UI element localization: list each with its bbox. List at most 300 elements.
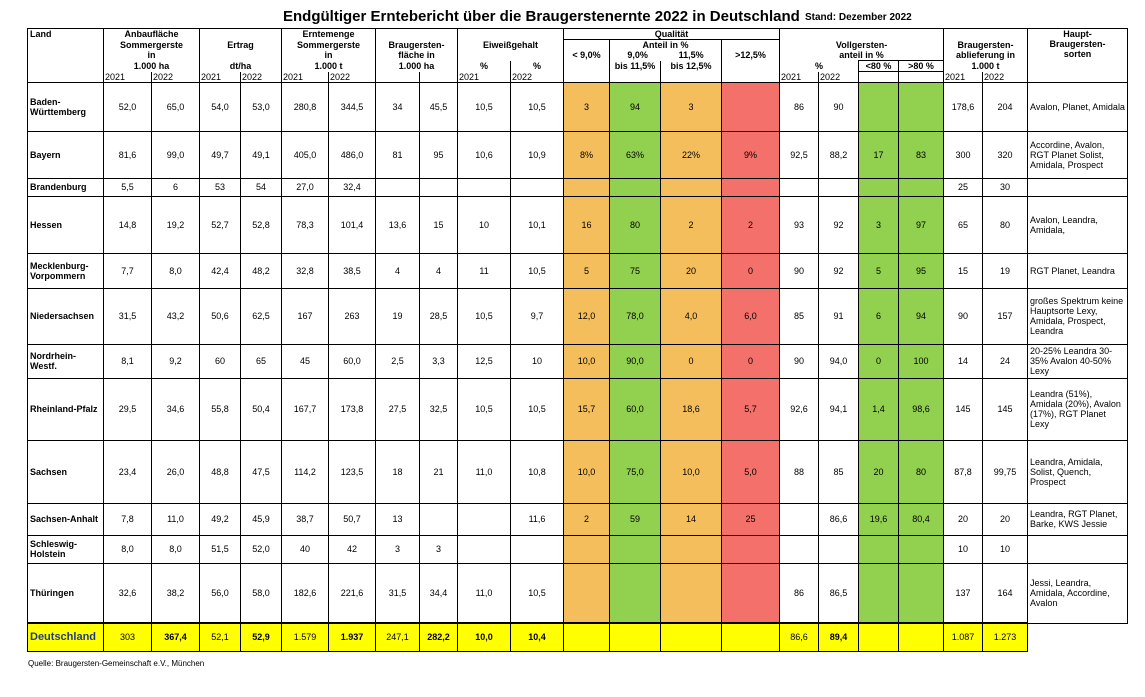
eiweiss-2022-cell: 10,1 — [511, 196, 564, 253]
header-anbau-unit: 1.000 ha — [104, 61, 200, 72]
eiweiss-2021-cell: 11,0 — [458, 440, 511, 503]
header-abl-line2: ablieferung in — [956, 49, 1016, 60]
anbau-2022-cell: 19,2 — [152, 196, 200, 253]
abl-2021-cell: 90 — [944, 288, 983, 344]
voll-lt80-cell — [859, 178, 899, 196]
anbau-2021-cell: 29,5 — [104, 378, 152, 440]
eiweiss-2021-cell — [458, 178, 511, 196]
anteil-115-125-cell — [661, 535, 722, 563]
eiweiss-2022-cell: 10 — [511, 344, 564, 378]
table-row — [28, 344, 1128, 378]
anteil-gt125-cell — [722, 623, 780, 651]
ernte-2021-cell: 78,3 — [282, 196, 329, 253]
ernte-2021-cell: 27,0 — [282, 178, 329, 196]
abl-2022-cell: 20 — [983, 503, 1028, 535]
header-sorten — [1028, 29, 1128, 83]
eiweiss-2022-cell: 10,5 — [511, 378, 564, 440]
header-ertrag-unit: dt/ha — [200, 61, 282, 72]
ertrag-2022-cell: 45,9 — [241, 503, 282, 535]
header-year-2022: 2022 — [819, 72, 859, 83]
bgf-2022-cell: 21 — [420, 440, 458, 503]
header-year-blank — [661, 72, 722, 83]
eiweiss-2021-cell: 10,5 — [458, 82, 511, 131]
eiweiss-2022-cell: 11,6 — [511, 503, 564, 535]
bgf-2021-cell: 13 — [376, 503, 420, 535]
sorten-cell: Leandra (51%), Amidala (20%), Avalon (17%), RGT Planet Lexy — [1028, 378, 1128, 440]
eiweiss-2022-cell — [511, 535, 564, 563]
anteil-lt9-cell — [564, 623, 610, 651]
sorten-cell: Accordine, Avalon, RGT Planet Solist, Amidala, Prospect — [1028, 131, 1128, 178]
anteil-9-115-cell: 75,0 — [610, 440, 661, 503]
ernte-2021-cell: 40 — [282, 535, 329, 563]
anteil-lt9-cell: 10,0 — [564, 344, 610, 378]
table-row — [28, 82, 1128, 131]
ernte-2022-cell: 1.937 — [329, 623, 376, 651]
header-voll-line2: anteil in % — [839, 49, 884, 60]
voll-lt80-cell: 5 — [859, 253, 899, 288]
header-year-2022: 2022 — [329, 72, 376, 83]
bgf-2022-cell — [420, 503, 458, 535]
total-row — [28, 623, 1128, 651]
anteil-lt9-cell: 15,7 — [564, 378, 610, 440]
header-ertrag-label: Ertrag — [200, 40, 282, 61]
header-land-spacer — [28, 40, 104, 61]
anteil-115-125-cell: 0 — [661, 344, 722, 378]
voll-2022-cell: 94,0 — [819, 344, 859, 378]
voll-lt80-cell — [859, 623, 899, 651]
bgf-2021-cell: 2,5 — [376, 344, 420, 378]
header-a4-spacer — [722, 61, 780, 72]
land-cell: Schleswig-Holstein — [28, 535, 104, 563]
voll-gt80-cell — [899, 178, 944, 196]
ertrag-2022-cell: 52,8 — [241, 196, 282, 253]
anbau-2022-cell: 99,0 — [152, 131, 200, 178]
anteil-gt125-cell — [722, 535, 780, 563]
bgf-2022-cell: 28,5 — [420, 288, 458, 344]
header-year-blank — [376, 72, 420, 83]
table-row — [28, 440, 1128, 503]
sorten-cell: RGT Planet, Leandra — [1028, 253, 1128, 288]
header-a2-2: bis 11,5% — [610, 61, 661, 72]
land-cell: Baden-Württemberg — [28, 82, 104, 131]
abl-2021-cell: 145 — [944, 378, 983, 440]
anbau-2021-cell: 52,0 — [104, 82, 152, 131]
header-year-blank — [610, 72, 661, 83]
header-anbau-sub2: in — [147, 49, 156, 60]
voll-gt80-cell: 83 — [899, 131, 944, 178]
voll-2022-cell: 86,5 — [819, 563, 859, 623]
voll-lt80-cell — [859, 563, 899, 623]
voll-2021-cell: 90 — [780, 253, 819, 288]
abl-2022-cell: 157 — [983, 288, 1028, 344]
anbau-2022-cell: 8,0 — [152, 253, 200, 288]
table-row — [28, 535, 1128, 563]
voll-gt80-cell — [899, 563, 944, 623]
voll-2022-cell: 90 — [819, 82, 859, 131]
anteil-lt9-cell: 8% — [564, 131, 610, 178]
sorten-cell: großes Spektrum keine Hauptsorte Lexy, Amidala, Prospect, Leandra — [1028, 288, 1128, 344]
eiweiss-2021-cell: 11 — [458, 253, 511, 288]
eiweiss-2022-cell: 10,5 — [511, 563, 564, 623]
ernte-2022-cell: 486,0 — [329, 131, 376, 178]
land-cell: Rheinland-Pfalz — [28, 378, 104, 440]
abl-2022-cell: 10 — [983, 535, 1028, 563]
header-eiweiss: Eiweißgehalt — [458, 40, 564, 61]
anteil-115-125-cell: 2 — [661, 196, 722, 253]
anbau-2021-cell: 32,6 — [104, 563, 152, 623]
eiweiss-2022-cell: 10,9 — [511, 131, 564, 178]
land-cell: Bayern — [28, 131, 104, 178]
land-cell: Niedersachsen — [28, 288, 104, 344]
abl-2021-cell: 1.087 — [944, 623, 983, 651]
header-anbau-sub1: Sommergerste — [119, 39, 184, 50]
ertrag-2022-cell: 65 — [241, 344, 282, 378]
eiweiss-2022-cell — [511, 178, 564, 196]
eiweiss-2021-cell — [458, 503, 511, 535]
abl-2022-cell: 320 — [983, 131, 1028, 178]
voll-gt80-cell: 80 — [899, 440, 944, 503]
abl-2021-cell: 25 — [944, 178, 983, 196]
voll-2021-cell: 88 — [780, 440, 819, 503]
eiweiss-2021-cell: 10 — [458, 196, 511, 253]
abl-2021-cell: 10 — [944, 535, 983, 563]
anteil-9-115-cell — [610, 178, 661, 196]
anteil-lt9-cell — [564, 178, 610, 196]
bgf-2021-cell — [376, 178, 420, 196]
voll-2021-cell: 85 — [780, 288, 819, 344]
anteil-gt125-cell: 0 — [722, 344, 780, 378]
anteil-115-125-cell: 22% — [661, 131, 722, 178]
anteil-115-125-cell — [661, 178, 722, 196]
header-ertrag — [200, 29, 282, 40]
abl-2021-cell: 20 — [944, 503, 983, 535]
anteil-lt9-cell: 10,0 — [564, 440, 610, 503]
abl-2022-cell: 1.273 — [983, 623, 1028, 651]
anteil-gt125-cell: 5,0 — [722, 440, 780, 503]
header-qualitaet: Qualität — [564, 29, 780, 40]
voll-lt80-cell: 6 — [859, 288, 899, 344]
sorten-cell: Leandra, RGT Planet, Barke, KWS Jessie — [1028, 503, 1128, 535]
voll-2022-cell: 85 — [819, 440, 859, 503]
voll-lt80-cell: 1,4 — [859, 378, 899, 440]
anbau-2022-cell: 8,0 — [152, 535, 200, 563]
ertrag-2022-cell: 53,0 — [241, 82, 282, 131]
bgf-2021-cell: 19 — [376, 288, 420, 344]
anbau-2021-cell: 14,8 — [104, 196, 152, 253]
anteil-9-115-cell: 75 — [610, 253, 661, 288]
header-anteil-ranges — [612, 50, 719, 60]
abl-2022-cell: 24 — [983, 344, 1028, 378]
header-braugerstenflaeche — [376, 40, 458, 61]
bgf-2021-cell: 34 — [376, 82, 420, 131]
anteil-9-115-cell: 80 — [610, 196, 661, 253]
header-sorten-line1: Haupt- — [1063, 29, 1092, 39]
anteil-lt9-cell: 3 — [564, 82, 610, 131]
anbau-2021-cell: 81,6 — [104, 131, 152, 178]
anteil-9-115-cell: 63% — [610, 131, 661, 178]
header-erntemenge: Erntemenge — [282, 29, 376, 40]
sorten-cell: Jessi, Leandra, Amidala, Accordine, Avalon — [1028, 563, 1128, 623]
ernte-2022-cell: 173,8 — [329, 378, 376, 440]
anteil-gt125-cell: 6,0 — [722, 288, 780, 344]
abl-2021-cell: 87,8 — [944, 440, 983, 503]
header-eiweiss-pct-2022: % — [511, 61, 564, 72]
voll-gt80-cell: 80,4 — [899, 503, 944, 535]
anbau-2021-cell: 8,0 — [104, 535, 152, 563]
eiweiss-2021-cell: 10,5 — [458, 288, 511, 344]
ertrag-2022-cell: 50,4 — [241, 378, 282, 440]
header-year-2021: 2021 — [104, 72, 152, 83]
voll-lt80-cell — [859, 535, 899, 563]
report-title: Endgültiger Erntebericht über die Braugerstenernte 2022 in Deutschland — [283, 8, 800, 25]
table-header — [28, 29, 1128, 83]
anteil-lt9-cell: 5 — [564, 253, 610, 288]
ernte-2022-cell: 32,4 — [329, 178, 376, 196]
anbau-2022-cell: 11,0 — [152, 503, 200, 535]
header-ernte-unit: 1.000 t — [282, 61, 376, 72]
header-sorten-line3: sorten — [1063, 49, 1092, 59]
anteil-115-125-cell: 10,0 — [661, 440, 722, 503]
ertrag-2022-cell: 54 — [241, 178, 282, 196]
header-a2-1: 9,0% — [627, 50, 648, 60]
land-cell: Sachsen — [28, 440, 104, 503]
ertrag-2021-cell: 54,0 — [200, 82, 241, 131]
table-row — [28, 563, 1128, 623]
ertrag-2021-cell: 52,1 — [200, 623, 241, 651]
voll-2021-cell: 86,6 — [780, 623, 819, 651]
land-cell: Deutschland — [28, 623, 104, 651]
header-ablieferung — [944, 40, 1028, 61]
land-cell: Brandenburg — [28, 178, 104, 196]
sorten-cell — [1028, 623, 1128, 651]
eiweiss-2021-cell: 10,6 — [458, 131, 511, 178]
voll-gt80-cell: 100 — [899, 344, 944, 378]
header-year-2021: 2021 — [944, 72, 983, 83]
header-a1-spacer — [564, 61, 610, 72]
ertrag-2021-cell: 48,8 — [200, 440, 241, 503]
eiweiss-2021-cell: 12,5 — [458, 344, 511, 378]
header-braugerstenflaeche-top — [376, 29, 458, 40]
bgf-2021-cell: 27,5 — [376, 378, 420, 440]
bgf-2022-cell: 45,5 — [420, 82, 458, 131]
ertrag-2021-cell: 51,5 — [200, 535, 241, 563]
header-a3-1: 11,5% — [678, 50, 704, 60]
anteil-gt125-cell: 2 — [722, 196, 780, 253]
bgf-2022-cell: 282,2 — [420, 623, 458, 651]
ernte-2021-cell: 45 — [282, 344, 329, 378]
abl-2022-cell: 164 — [983, 563, 1028, 623]
voll-2021-cell: 86 — [780, 82, 819, 131]
anbau-2022-cell: 34,6 — [152, 378, 200, 440]
ertrag-2022-cell: 48,2 — [241, 253, 282, 288]
header-eiweiss-top — [458, 29, 564, 40]
bgf-2022-cell — [420, 178, 458, 196]
anteil-9-115-cell: 59 — [610, 503, 661, 535]
anbau-2022-cell: 65,0 — [152, 82, 200, 131]
bgf-2022-cell: 3,3 — [420, 344, 458, 378]
eiweiss-2022-cell: 10,5 — [511, 253, 564, 288]
header-year-blank — [859, 72, 899, 83]
bgf-2021-cell: 18 — [376, 440, 420, 503]
report-date: Stand: Dezember 2022 — [805, 12, 912, 23]
voll-lt80-cell: 20 — [859, 440, 899, 503]
ertrag-2022-cell: 52,9 — [241, 623, 282, 651]
bgf-2022-cell: 3 — [420, 535, 458, 563]
header-voll-line1: Vollgersten- — [835, 39, 888, 50]
ernte-2022-cell: 60,0 — [329, 344, 376, 378]
harvest-report-table — [27, 28, 1128, 652]
bgf-2022-cell: 15 — [420, 196, 458, 253]
land-cell: Nordrhein-Westf. — [28, 344, 104, 378]
header-ernte-sub2: in — [324, 49, 333, 60]
header-year-2021: 2021 — [200, 72, 241, 83]
anteil-gt125-cell — [722, 178, 780, 196]
anbau-2022-cell: 9,2 — [152, 344, 200, 378]
table-row — [28, 288, 1128, 344]
header-year-2022: 2022 — [241, 72, 282, 83]
header-bgf-line2: fläche in — [398, 49, 435, 60]
ertrag-2021-cell: 55,8 — [200, 378, 241, 440]
header-sorten-line2: Braugersten- — [1049, 39, 1106, 49]
header-anteil — [610, 40, 722, 61]
header-eiweiss-pct-2021: % — [458, 61, 511, 72]
land-cell: Mecklenburg-Vorpommern — [28, 253, 104, 288]
voll-lt80-cell: 3 — [859, 196, 899, 253]
header-year-2022: 2022 — [511, 72, 564, 83]
bgf-2021-cell: 13,6 — [376, 196, 420, 253]
header-abl-unit: 1.000 t — [944, 61, 1028, 72]
ertrag-2022-cell: 47,5 — [241, 440, 282, 503]
voll-lt80-cell: 0 — [859, 344, 899, 378]
anbau-2021-cell: 303 — [104, 623, 152, 651]
anteil-115-125-cell — [661, 563, 722, 623]
voll-lt80-cell: 17 — [859, 131, 899, 178]
bgf-2021-cell: 247,1 — [376, 623, 420, 651]
anteil-9-115-cell — [610, 535, 661, 563]
anteil-9-115-cell — [610, 563, 661, 623]
anbau-2021-cell: 31,5 — [104, 288, 152, 344]
ertrag-2022-cell: 49,1 — [241, 131, 282, 178]
sorten-cell — [1028, 535, 1128, 563]
voll-2022-cell: 94,1 — [819, 378, 859, 440]
anteil-115-125-cell: 18,6 — [661, 378, 722, 440]
ernte-2022-cell: 50,7 — [329, 503, 376, 535]
anteil-115-125-cell: 4,0 — [661, 288, 722, 344]
land-cell: Hessen — [28, 196, 104, 253]
voll-2022-cell: 92 — [819, 196, 859, 253]
voll-2021-cell — [780, 535, 819, 563]
ertrag-2021-cell: 52,7 — [200, 196, 241, 253]
bgf-2021-cell: 4 — [376, 253, 420, 288]
header-gt80: >80 % — [899, 61, 944, 72]
abl-2021-cell: 14 — [944, 344, 983, 378]
header-year-blank — [899, 72, 944, 83]
ernte-2021-cell: 405,0 — [282, 131, 329, 178]
abl-2021-cell: 15 — [944, 253, 983, 288]
eiweiss-2022-cell: 10,5 — [511, 82, 564, 131]
header-bgf-unit: 1.000 ha — [376, 61, 458, 72]
anteil-lt9-cell: 12,0 — [564, 288, 610, 344]
ertrag-2021-cell: 56,0 — [200, 563, 241, 623]
header-voll-pct: % — [780, 61, 859, 72]
sorten-cell: Avalon, Planet, Amidala — [1028, 82, 1128, 131]
bgf-2021-cell: 31,5 — [376, 563, 420, 623]
sorten-cell: Avalon, Leandra, Amidala, — [1028, 196, 1128, 253]
bgf-2022-cell: 34,4 — [420, 563, 458, 623]
sorten-cell — [1028, 178, 1128, 196]
header-abl-line1: Braugersten- — [957, 39, 1014, 50]
voll-2022-cell — [819, 535, 859, 563]
header-a3-2: bis 12,5% — [661, 61, 722, 72]
bgf-2021-cell: 3 — [376, 535, 420, 563]
table-row — [28, 253, 1128, 288]
ertrag-2021-cell: 50,6 — [200, 288, 241, 344]
ernte-2021-cell: 32,8 — [282, 253, 329, 288]
header-year-blank — [420, 72, 458, 83]
header-lt80: <80 % — [859, 61, 899, 72]
header-year-blank — [722, 72, 780, 83]
anteil-lt9-cell — [564, 535, 610, 563]
anbau-2022-cell: 38,2 — [152, 563, 200, 623]
ertrag-2021-cell: 60 — [200, 344, 241, 378]
eiweiss-2021-cell: 10,5 — [458, 378, 511, 440]
abl-2021-cell: 137 — [944, 563, 983, 623]
land-cell: Sachsen-Anhalt — [28, 503, 104, 535]
anteil-gt125-cell — [722, 82, 780, 131]
table-row — [28, 378, 1128, 440]
header-anteil-gt125 — [722, 40, 780, 61]
header-a4: >12,5% — [735, 50, 766, 60]
anteil-gt125-cell — [722, 563, 780, 623]
voll-2022-cell: 89,4 — [819, 623, 859, 651]
abl-2021-cell: 65 — [944, 196, 983, 253]
header-anteil-label: Anteil in % — [642, 40, 689, 50]
header-anteil-lt9 — [564, 40, 610, 61]
anbau-2022-cell: 43,2 — [152, 288, 200, 344]
voll-gt80-cell — [899, 623, 944, 651]
voll-2022-cell: 88,2 — [819, 131, 859, 178]
header-year-2021: 2021 — [282, 72, 329, 83]
abl-2022-cell: 19 — [983, 253, 1028, 288]
anbau-2021-cell: 7,8 — [104, 503, 152, 535]
anteil-lt9-cell: 2 — [564, 503, 610, 535]
ernte-2021-cell: 280,8 — [282, 82, 329, 131]
anteil-gt125-cell: 5,7 — [722, 378, 780, 440]
abl-2022-cell: 80 — [983, 196, 1028, 253]
header-land: Land — [28, 29, 104, 40]
sorten-cell: 20-25% Leandra 30-35% Avalon 40-50% Lexy — [1028, 344, 1128, 378]
header-land-spacer3 — [28, 72, 104, 83]
ernte-2021-cell: 167 — [282, 288, 329, 344]
anbau-2022-cell: 367,4 — [152, 623, 200, 651]
anbau-2022-cell: 26,0 — [152, 440, 200, 503]
eiweiss-2022-cell: 10,8 — [511, 440, 564, 503]
ernte-2021-cell: 38,7 — [282, 503, 329, 535]
header-vollgerste-top — [780, 29, 944, 40]
ertrag-2021-cell: 42,4 — [200, 253, 241, 288]
ernte-2022-cell: 101,4 — [329, 196, 376, 253]
ertrag-2022-cell: 58,0 — [241, 563, 282, 623]
header-year-2022: 2022 — [152, 72, 200, 83]
voll-2021-cell: 86 — [780, 563, 819, 623]
voll-2021-cell — [780, 178, 819, 196]
ertrag-2021-cell: 49,2 — [200, 503, 241, 535]
voll-2022-cell — [819, 178, 859, 196]
anteil-9-115-cell: 60,0 — [610, 378, 661, 440]
table-row — [28, 178, 1128, 196]
anteil-9-115-cell: 78,0 — [610, 288, 661, 344]
anteil-9-115-cell: 94 — [610, 82, 661, 131]
